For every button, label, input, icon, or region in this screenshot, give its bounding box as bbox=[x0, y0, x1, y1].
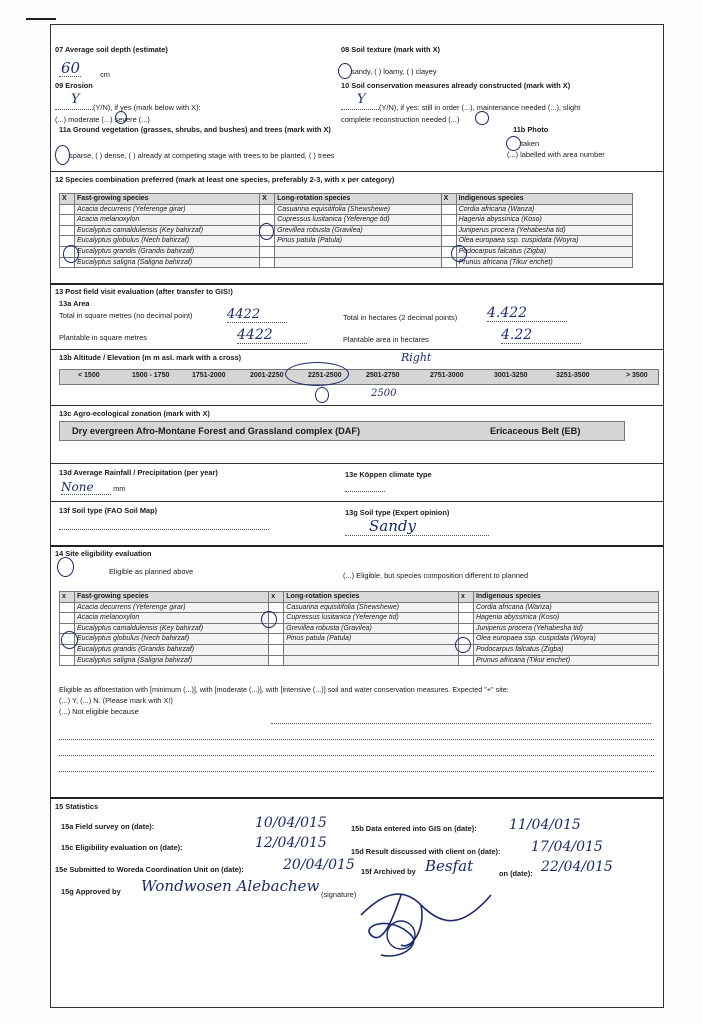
table-row: Acacia melanoxylon Cupressus lusitanica (Yeferenge tid) Hagenia abyssinica (Koso) bbox=[60, 613, 659, 624]
species-table-12 bbox=[59, 193, 633, 268]
signature-label: (signature) bbox=[321, 890, 357, 899]
rainfall-field[interactable] bbox=[61, 480, 125, 495]
handwritten-mark-circle bbox=[455, 637, 471, 653]
soil-depth-unit: cm bbox=[100, 70, 110, 79]
plantable-ha-value: 4.22 bbox=[501, 327, 581, 344]
checkbox-cell[interactable] bbox=[60, 225, 75, 236]
soil-type-expert-field[interactable] bbox=[345, 517, 489, 536]
area-ha-field[interactable] bbox=[487, 305, 567, 322]
table-row: Eucalyptus saligna (Saligna bahirzaf) Prunus africana (Tikur enchet) bbox=[60, 655, 659, 666]
col-indig: Indigenous species bbox=[473, 592, 658, 603]
section-07-label: 07 Average soil depth (estimate) bbox=[55, 45, 168, 54]
soil-depth-value: 60 bbox=[61, 59, 81, 77]
col-fast: Fast-growing species bbox=[75, 592, 269, 603]
section-13-label: 13 Post field visit evaluation (after transfer to GIS!) bbox=[55, 287, 233, 296]
table-row: Eucalyptus grandis (Grandis bahirzaf) Podocarpus falcatus (Zigba) bbox=[60, 246, 633, 257]
checkbox-cell[interactable] bbox=[441, 215, 456, 226]
soil-type-fao-field[interactable] bbox=[59, 523, 269, 532]
col-x: X bbox=[260, 194, 275, 205]
checkbox-cell[interactable] bbox=[441, 236, 456, 247]
altitude-range[interactable]: 2751-3000 bbox=[430, 372, 464, 379]
col-long: Long-rotation species bbox=[275, 194, 441, 205]
handwritten-mark-circle bbox=[451, 245, 467, 262]
divider bbox=[51, 283, 663, 285]
checkbox-cell[interactable] bbox=[441, 204, 456, 215]
table-row: Eucalyptus camaldulensis (Key bahirzaf) Grevillea robusta (Gravilea) Juniperus procera (Yehabesha tid) bbox=[60, 623, 659, 634]
archived-date[interactable]: 22/04/015 bbox=[541, 859, 613, 875]
erosion-mark: Y bbox=[71, 92, 80, 107]
col-indig: Indigenous species bbox=[456, 194, 632, 205]
soil-texture-options[interactable] bbox=[351, 67, 437, 76]
col-x: x bbox=[60, 592, 75, 603]
eligibility-eval-label: 15c Eligibility evaluation on (date): bbox=[61, 843, 183, 852]
ground-vegetation-options[interactable]: sparse, ( ) dense, ( ) already at competing stage with trees to be planted, ( ) trees bbox=[69, 151, 335, 160]
checkbox-cell[interactable] bbox=[260, 204, 275, 215]
gis-entry-date[interactable]: 11/04/015 bbox=[509, 817, 581, 833]
photo-labelled[interactable]: (...) labelled with area number bbox=[507, 150, 605, 159]
table-row: Eucalyptus grandis (Grandis bahirzaf) Podocarpus falcatus (Zigba) bbox=[60, 644, 659, 655]
altitude-range[interactable]: 2501-2750 bbox=[366, 372, 400, 379]
checkbox-cell[interactable] bbox=[458, 613, 473, 624]
checkbox-cell[interactable] bbox=[458, 623, 473, 634]
archived-on-label: on (date): bbox=[499, 869, 533, 878]
col-long: Long-rotation species bbox=[284, 592, 459, 603]
koppen-field[interactable] bbox=[345, 485, 385, 494]
result-discussed-label: 15d Result discussed with client on (date): bbox=[351, 847, 501, 856]
col-x: X bbox=[60, 194, 75, 205]
checkbox-cell[interactable] bbox=[60, 613, 75, 624]
area-sqm-value: 4422 bbox=[227, 307, 287, 323]
divider bbox=[51, 171, 663, 172]
soil-texture-text: sandy, ( ) loamy, ( ) clayey bbox=[351, 67, 437, 76]
table-row: Acacia decurrens (Yeferenge girar) Casuarina equisitifolia (Shewshewe) Cordia africana (Wanza) bbox=[60, 204, 633, 215]
handwritten-mark-circle bbox=[259, 223, 274, 240]
checkbox-cell[interactable] bbox=[458, 602, 473, 613]
not-eligible-label[interactable]: (...) Not eligible because bbox=[59, 707, 139, 716]
table-row: Acacia melanoxylon Cupressus lusitanica (Yeferenge tid) Hagenia abyssinica (Koso) bbox=[60, 215, 633, 226]
result-discussed-date[interactable]: 17/04/015 bbox=[531, 839, 603, 855]
checkbox-cell[interactable] bbox=[441, 225, 456, 236]
reason-line[interactable] bbox=[59, 765, 654, 774]
reason-line[interactable] bbox=[59, 733, 654, 742]
reason-line[interactable] bbox=[271, 717, 651, 726]
field-survey-date[interactable]: 10/04/015 bbox=[255, 815, 327, 831]
soil-type-expert-value: Sandy bbox=[345, 517, 489, 536]
altitude-note: Right bbox=[401, 351, 432, 364]
plantable-sqm-label: Plantable in square metres bbox=[59, 333, 147, 342]
species-table-14 bbox=[59, 591, 659, 666]
section-13g-label: 13g Soil type (Expert opinion) bbox=[345, 508, 450, 517]
divider bbox=[51, 545, 663, 547]
plantable-ha-label: Plantable area in hectares bbox=[343, 335, 429, 344]
altitude-range[interactable]: 3001-3250 bbox=[494, 372, 528, 379]
approved-by-value[interactable]: Wondwosen Alebachew bbox=[141, 877, 320, 895]
zone-eb[interactable]: Ericaceous Belt (EB) bbox=[490, 426, 581, 436]
handwritten-mark-circle bbox=[115, 111, 127, 124]
area-ha-label: Total in hectares (2 decimal points) bbox=[343, 313, 458, 322]
afforestation-yn[interactable]: (...) Y, (...) N. (Please mark with X!) bbox=[59, 696, 173, 705]
plantable-sqm-value: 4422 bbox=[237, 327, 307, 344]
rainfall-value: None bbox=[61, 480, 111, 495]
handwritten-mark-circle bbox=[475, 111, 489, 125]
altitude-ranges-bar bbox=[59, 369, 659, 385]
submitted-woreda-label: 15e Submitted to Woreda Coordination Unit on (date): bbox=[55, 865, 244, 874]
scan-artifact-line bbox=[26, 18, 56, 20]
divider bbox=[51, 349, 663, 350]
area-sqm-label: Total in square metres (no decimal point) bbox=[59, 311, 193, 320]
altitude-range[interactable]: 2251-2500 bbox=[308, 372, 342, 379]
signature-mark bbox=[341, 875, 511, 965]
agro-zone-bar bbox=[59, 421, 625, 441]
checkbox-cell[interactable] bbox=[60, 655, 75, 666]
table-row: Eucalyptus globulus (Nech bahirzaf) Pinus patula (Patula) Olea europaea ssp. cuspidata (Woyra) bbox=[60, 634, 659, 645]
section-11a-label: 11a Ground vegetation (grasses, shrubs, and bushes) and trees (mark with X) bbox=[59, 125, 331, 134]
section-10-label: 10 Soil conservation measures already constructed (mark with X) bbox=[341, 81, 571, 90]
section-15-label: 15 Statistics bbox=[55, 802, 99, 811]
divider bbox=[51, 405, 663, 406]
handwritten-mark-circle bbox=[261, 611, 277, 628]
plantable-ha-field[interactable] bbox=[501, 327, 581, 344]
handwritten-mark-circle bbox=[61, 631, 78, 649]
section-13d-label: 13d Average Rainfall / Precipitation (per year) bbox=[59, 468, 218, 477]
soil-conservation-text2: complete reconstruction needed (...) bbox=[341, 115, 460, 124]
handwritten-mark-circle bbox=[63, 245, 79, 263]
eligibility-eval-date[interactable]: 12/04/015 bbox=[255, 835, 327, 851]
area-sqm-field[interactable] bbox=[227, 307, 287, 323]
zone-daf[interactable]: Dry evergreen Afro-Montane Forest and Grassland complex (DAF) bbox=[72, 426, 361, 436]
divider bbox=[51, 797, 663, 799]
soil-conservation-field[interactable] bbox=[341, 103, 580, 112]
checkbox-cell[interactable] bbox=[458, 655, 473, 666]
checkbox-cell[interactable] bbox=[269, 644, 284, 655]
handwritten-mark-circle bbox=[57, 557, 74, 577]
section-13f-label: 13f Soil type (FAO Soil Map) bbox=[59, 506, 158, 515]
archived-by-label: 15f Archived by bbox=[361, 867, 416, 876]
soil-depth-field[interactable] bbox=[59, 59, 110, 81]
field-survey-label: 15a Field survey on (date): bbox=[61, 822, 155, 831]
altitude-range[interactable]: 3251-3500 bbox=[556, 372, 590, 379]
soil-conservation-text: (Y/N), if yes: still in order (...), maintenance needed (...), slight bbox=[379, 103, 581, 112]
altitude-range[interactable]: > 3500 bbox=[626, 372, 648, 379]
checkbox-cell[interactable] bbox=[269, 655, 284, 666]
photo-taken[interactable]: taken bbox=[521, 139, 540, 148]
gis-entry-label: 15b Data entered into GIS on (date): bbox=[351, 824, 477, 833]
table-row: Eucalyptus saligna (Saligna bahirzaf) Prunus africana (Tikur enchet) bbox=[60, 257, 633, 268]
submitted-woreda-date[interactable]: 20/04/015 bbox=[283, 857, 355, 873]
handwritten-mark-circle bbox=[55, 145, 70, 165]
section-11b-label: 11b Photo bbox=[513, 125, 549, 134]
plantable-sqm-field[interactable] bbox=[237, 327, 307, 344]
section-13a-label: 13a Area bbox=[59, 299, 90, 308]
afforestation-line: Eligible as afforestation with [minimum (...)], with [moderate (...)], with [intensive (...)] soil and water conservation measures. Expected "+" site: bbox=[59, 685, 509, 694]
altitude-range[interactable]: 1751-2000 bbox=[192, 372, 226, 379]
reason-line[interactable] bbox=[59, 749, 654, 758]
col-x: X bbox=[441, 194, 456, 205]
section-13e-label: 13e Köppen climate type bbox=[345, 470, 432, 479]
handwritten-mark-circle bbox=[315, 387, 329, 403]
checkbox-cell[interactable] bbox=[60, 602, 75, 613]
checkbox-cell[interactable] bbox=[60, 204, 75, 215]
table-row: Eucalyptus camaldulensis (Key bahirzaf) Grevillea robusta (Gravilea) Juniperus procera (Yehabesha tid) bbox=[60, 225, 633, 236]
col-x: x bbox=[269, 592, 284, 603]
erosion-yn-text: (Y/N), if yes (mark below with X): bbox=[93, 103, 201, 112]
altitude-range[interactable]: 1500 - 1750 bbox=[132, 372, 170, 379]
section-13c-label: 13c Agro-ecological zonation (mark with X) bbox=[59, 409, 210, 418]
soil-conservation-mark: Y bbox=[357, 92, 366, 107]
approved-by-label: 15g Approved by bbox=[61, 887, 121, 896]
rainfall-unit: mm bbox=[113, 484, 126, 493]
col-x: x bbox=[458, 592, 473, 603]
handwritten-mark-circle bbox=[285, 362, 349, 386]
table-row: Acacia decurrens (Yeferenge girar) Casuarina equisitifolia (Shewshewe) Cordia africana (Wanza) bbox=[60, 602, 659, 613]
erosion-severity[interactable]: (...) moderate (...) severe (...) bbox=[55, 115, 150, 124]
handwritten-mark-circle bbox=[506, 136, 521, 151]
checkbox-cell[interactable] bbox=[260, 257, 275, 268]
divider bbox=[51, 463, 663, 464]
checkbox-cell[interactable] bbox=[269, 634, 284, 645]
section-12-label: 12 Species combination preferred (mark at least one species, preferably 2-3, with x per category) bbox=[55, 175, 395, 184]
section-14-label: 14 Site eligibility evaluation bbox=[55, 549, 152, 558]
section-13b-label: 13b Altitude / Elevation (m m asl. mark with a cross) bbox=[59, 353, 242, 362]
handwritten-mark-circle bbox=[338, 63, 352, 79]
archived-by-value[interactable]: Besfat bbox=[425, 857, 474, 875]
area-ha-value: 4.422 bbox=[487, 305, 567, 322]
table-row: Eucalyptus globulus (Nech bahirzaf) Pinus patula (Patula) Olea europaea ssp. cuspidata (Woyra) bbox=[60, 236, 633, 247]
section-08-label: 08 Soil texture (mark with X) bbox=[341, 45, 440, 54]
divider bbox=[51, 501, 663, 502]
eligible-different-species[interactable]: (...) Eligible, but species composition different to planned bbox=[343, 571, 529, 580]
altitude-note2: 2500 bbox=[371, 388, 397, 399]
checkbox-cell[interactable] bbox=[60, 215, 75, 226]
altitude-range[interactable]: < 1500 bbox=[78, 372, 100, 379]
section-09-label: 09 Erosion bbox=[55, 81, 93, 90]
checkbox-cell[interactable] bbox=[260, 246, 275, 257]
survey-form-page bbox=[50, 24, 664, 1008]
col-fast: Fast-growing species bbox=[75, 194, 260, 205]
altitude-range[interactable]: 2001-2250 bbox=[250, 372, 284, 379]
eligible-as-planned[interactable]: Eligible as planned above bbox=[109, 567, 194, 576]
